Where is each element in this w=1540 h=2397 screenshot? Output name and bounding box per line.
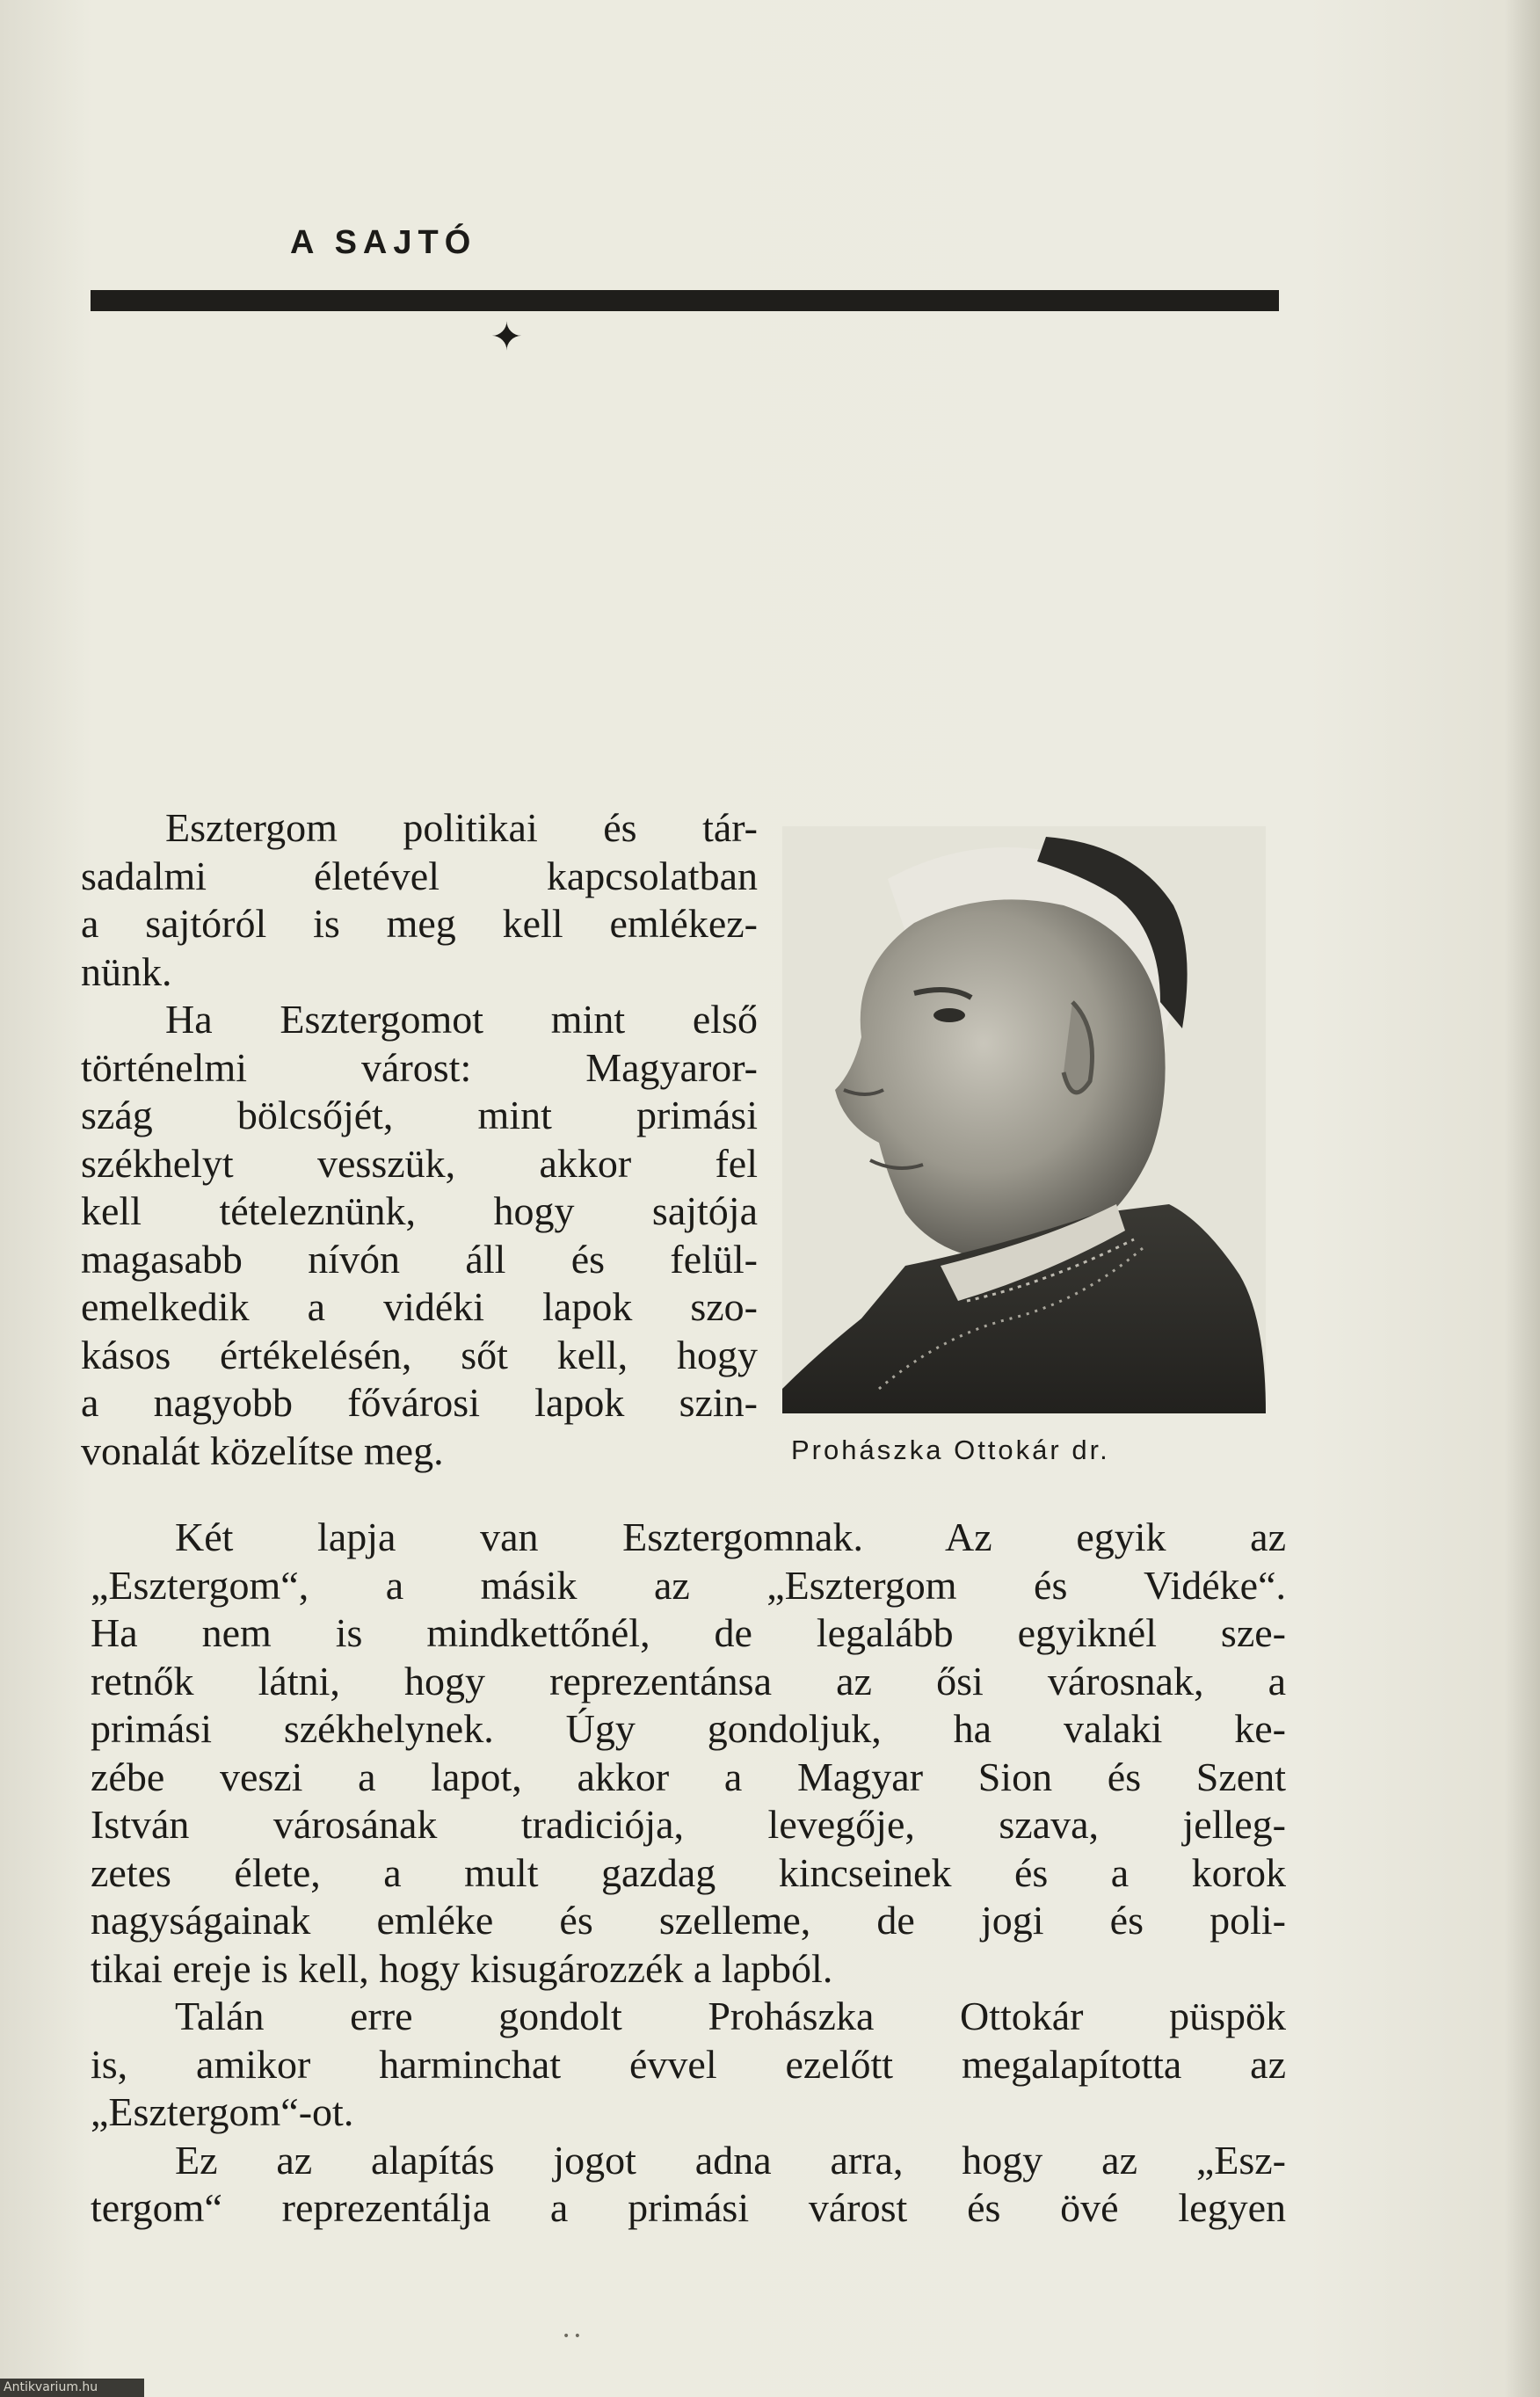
text-line: sadalmi életével kapcsolatban xyxy=(81,853,758,898)
text-line: Ha Esztergomot mint első xyxy=(165,997,758,1042)
text-line: magasabb nívón áll és felül- xyxy=(81,1236,758,1282)
left-column-text xyxy=(81,804,758,1475)
text-line: a nagyobb fővárosi lapok szin- xyxy=(81,1380,758,1425)
text-line: nagyságainak emléke és szelleme, de jogi és poli- xyxy=(91,1898,1286,1943)
text-line: Talán erre gondolt Prohászka Ottokár püspök xyxy=(175,1994,1286,2038)
text-line: tikai ereje is kell, hogy kisugározzék a lapból. xyxy=(91,1945,833,1991)
page-edge-shadow xyxy=(1505,0,1540,2397)
text-line: retnők látni, hogy reprezentánsa az ősi városnak, a xyxy=(91,1658,1286,1703)
text-line: zébe veszi a lapot, akkor a Magyar Sion és Szent xyxy=(91,1754,1286,1799)
portrait-photo xyxy=(782,826,1266,1413)
portrait-illustration xyxy=(782,826,1266,1413)
text-line: emelkedik a vidéki lapok szo- xyxy=(81,1284,758,1329)
page-marks: • • xyxy=(563,2329,581,2343)
photo-caption: Prohászka Ottokár dr. xyxy=(791,1435,1110,1465)
title-rule xyxy=(91,290,1279,311)
text-line: tergom“ reprezentálja a primási várost és övé legyen xyxy=(91,2185,1286,2230)
text-line: székhelyt vesszük, akkor fel xyxy=(81,1140,758,1186)
watermark-label: Antikvarium.hu xyxy=(0,2379,144,2397)
text-line: „Esztergom“-ot. xyxy=(91,2089,354,2134)
text-line: „Esztergom“, a másik az „Esztergom és Vidéke“. xyxy=(91,1562,1286,1608)
text-line: István városának tradiciója, levegője, szava, jelleg- xyxy=(91,1802,1286,1847)
full-width-text xyxy=(91,1514,1286,2233)
text-line: szág bölcsőjét, mint primási xyxy=(81,1093,758,1137)
text-line: vonalát közelítse meg. xyxy=(81,1427,444,1473)
text-line: Ez az alapítás jogot adna arra, hogy az „Esz- xyxy=(175,2137,1286,2183)
text-line: Két lapja van Esztergomnak. Az egyik az xyxy=(175,1514,1286,1559)
text-line: zetes élete, a mult gazdag kincseinek és a korok xyxy=(91,1849,1286,1895)
text-line: is, amikor harminchat évvel ezelőtt megalapította az xyxy=(91,2041,1286,2087)
text-line: kell tételeznünk, hogy sajtója xyxy=(81,1188,758,1233)
text-line: Esztergom politikai és tár- xyxy=(165,805,758,850)
text-line: primási székhelynek. Úgy gondoljuk, ha valaki ke- xyxy=(91,1706,1286,1751)
text-line: a sajtóról is meg kell emlékez- xyxy=(81,901,758,946)
text-line: Ha nem is mindkettőnél, de legalább egyiknél sze- xyxy=(91,1610,1286,1655)
ornament-icon: ✦ xyxy=(490,315,523,360)
text-line: kásos értékelésén, sőt kell, hogy xyxy=(81,1332,758,1377)
chapter-title: A SAJTÓ xyxy=(290,224,477,261)
text-line: nünk. xyxy=(81,948,172,994)
text-line: történelmi várost: Magyaror- xyxy=(81,1044,758,1090)
